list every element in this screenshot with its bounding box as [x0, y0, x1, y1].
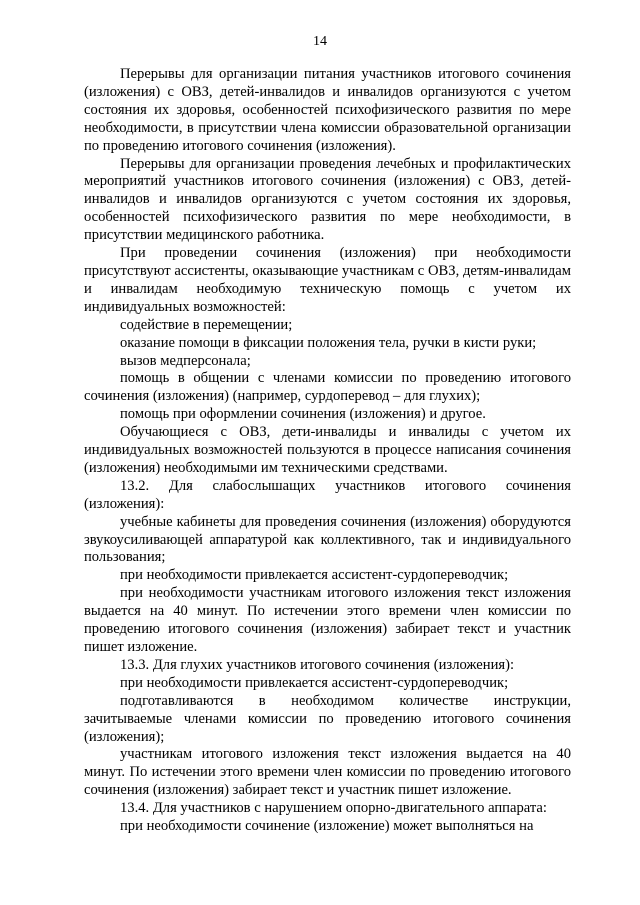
page-number: 14	[313, 34, 327, 49]
list-item-formatting-help: помощь при оформлении сочинения (изложения) и другое.	[120, 406, 486, 423]
document-body	[84, 66, 571, 836]
paragraph-technical-means: Обучающиеся с ОВЗ, дети-инвалиды и инвалиды с учетом их индивидуальных возможностей пользуются в процессе написания сочинения (изложения) необходимыми им техническими средствами.	[84, 424, 571, 476]
paragraph-sign-interpreter-1: при необходимости привлекается ассистент-сурдопереводчик;	[120, 567, 509, 584]
list-item-medical-call: вызов медперсонала;	[120, 352, 251, 369]
paragraph-text-40-minutes-2: участникам итогового изложения текст изложения выдается на 40 минут. По истечении этого времени член комиссии по проведению итогового сочинения (изложения) забирает текст и участник пишет изложение.	[84, 746, 571, 799]
section-13-3-heading: 13.3. Для глухих участников итогового сочинения (изложения):	[120, 656, 515, 673]
paragraph-text-40-minutes-1: при необходимости участникам итогового изложения текст изложения выдается на 40 минут. По истечении этого времени член комиссии по проведению итогового сочинения (изложения) забирает текст и участник пишет изложение.	[84, 585, 571, 655]
paragraph-assistants: При проведении сочинения (изложения) при необходимости присутствуют ассистенты, оказывающие участникам с ОВЗ, детям-инвалидам и инвалидам необходимую техническую помощь с учетом их индивидуальных возможностей:	[84, 245, 571, 315]
paragraph-sign-interpreter-2: при необходимости привлекается ассистент-сурдопереводчик;	[120, 674, 509, 691]
paragraph-instructions: подготавливаются в необходимом количестве инструкции, зачитываемые членами комиссии по проведению итогового сочинения (изложения);	[84, 692, 571, 745]
section-13-4-heading: 13.4. Для участников с нарушением опорно-двигательного аппарата:	[120, 800, 547, 817]
paragraph-musculoskeletal: при необходимости сочинение (изложение) может выполняться на	[120, 818, 534, 835]
list-item-communication: помощь в общении с членами комиссии по проведению итогового сочинения (изложения) (например, сурдоперевод – для глухих);	[84, 370, 571, 405]
paragraph-medical-breaks: Перерывы для организации проведения лечебных и профилактических мероприятий участников итогового сочинения (изложения) с ОВЗ, детей-инвалидов и инвалидов организуются с учетом состояния их здоровья, особенностей психофизического развития по мере необходимости, в присутствии медицинского работника.	[84, 155, 571, 244]
paragraph-meal-breaks: Перерывы для организации питания участников итогового сочинения (изложения) с ОВЗ, детей-инвалидов и инвалидов организуются с учетом состояния их здоровья, особенностей психофизического развития по мере необходимости, в присутствии члена комиссии образовательной организации по проведению итогового сочинения (изложения).	[84, 66, 571, 154]
list-item-movement: содействие в перемещении;	[120, 316, 293, 333]
paragraph-sound-equipment: учебные кабинеты для проведения сочинения (изложения) оборудуются звукоусиливающей аппаратурой как коллективного, так и индивидуального пользования;	[84, 513, 571, 566]
section-13-2-heading: 13.2. Для слабослышащих участников итогового сочинения (изложения):	[84, 477, 571, 512]
list-item-body-position: оказание помощи в фиксации положения тела, ручки в кисти руки;	[120, 334, 537, 351]
